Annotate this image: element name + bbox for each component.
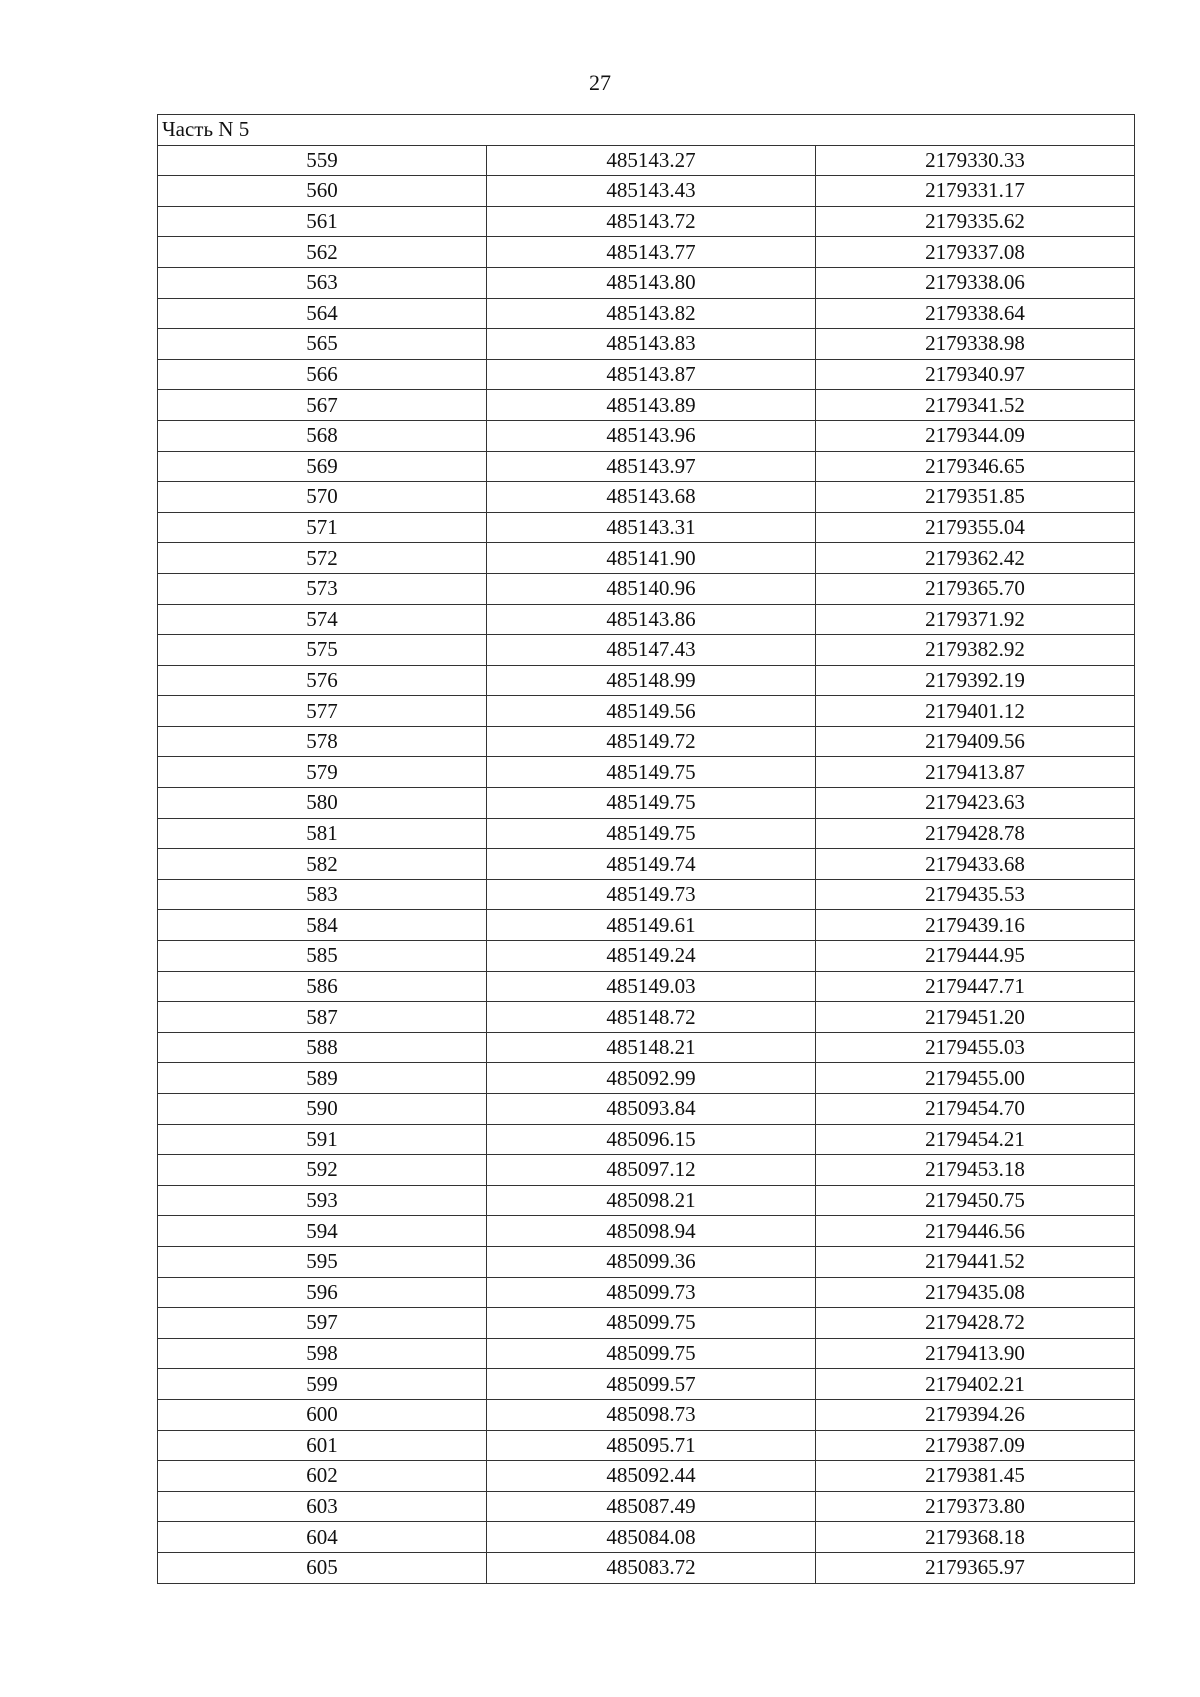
x-coordinate-cell: 485149.74 <box>487 849 816 880</box>
table-row <box>158 298 1135 329</box>
point-number-cell: 571 <box>158 512 487 543</box>
y-coordinate-cell: 2179351.85 <box>816 482 1135 513</box>
x-coordinate-cell: 485096.15 <box>487 1124 816 1155</box>
x-coordinate-cell: 485099.75 <box>487 1308 816 1339</box>
x-coordinate-cell: 485099.75 <box>487 1338 816 1369</box>
table-row <box>158 1338 1135 1369</box>
x-coordinate-cell: 485095.71 <box>487 1430 816 1461</box>
y-coordinate-cell: 2179338.06 <box>816 267 1135 298</box>
y-coordinate-cell: 2179423.63 <box>816 788 1135 819</box>
x-coordinate-cell: 485143.43 <box>487 176 816 207</box>
x-coordinate-cell: 485093.84 <box>487 1094 816 1125</box>
y-coordinate-cell: 2179331.17 <box>816 176 1135 207</box>
x-coordinate-cell: 485099.57 <box>487 1369 816 1400</box>
coordinates-table <box>157 114 1135 1584</box>
table-row <box>158 665 1135 696</box>
table-row <box>158 1491 1135 1522</box>
x-coordinate-cell: 485143.77 <box>487 237 816 268</box>
y-coordinate-cell: 2179450.75 <box>816 1185 1135 1216</box>
y-coordinate-cell: 2179340.97 <box>816 359 1135 390</box>
y-coordinate-cell: 2179446.56 <box>816 1216 1135 1247</box>
table-row <box>158 879 1135 910</box>
table-row <box>158 482 1135 513</box>
x-coordinate-cell: 485084.08 <box>487 1522 816 1553</box>
y-coordinate-cell: 2179447.71 <box>816 971 1135 1002</box>
x-coordinate-cell: 485149.72 <box>487 726 816 757</box>
point-number-cell: 600 <box>158 1399 487 1430</box>
point-number-cell: 579 <box>158 757 487 788</box>
point-number-cell: 581 <box>158 818 487 849</box>
x-coordinate-cell: 485143.72 <box>487 206 816 237</box>
x-coordinate-cell: 485143.27 <box>487 145 816 176</box>
x-coordinate-cell: 485097.12 <box>487 1155 816 1186</box>
x-coordinate-cell: 485143.86 <box>487 604 816 635</box>
y-coordinate-cell: 2179382.92 <box>816 635 1135 666</box>
table-row <box>158 1277 1135 1308</box>
point-number-cell: 605 <box>158 1552 487 1583</box>
table-row <box>158 1063 1135 1094</box>
point-number-cell: 572 <box>158 543 487 574</box>
page-number: 27 <box>589 70 611 95</box>
y-coordinate-cell: 2179365.70 <box>816 573 1135 604</box>
table-row <box>158 176 1135 207</box>
table-row <box>158 237 1135 268</box>
x-coordinate-cell: 485143.89 <box>487 390 816 421</box>
x-coordinate-cell: 485149.61 <box>487 910 816 941</box>
table-row <box>158 390 1135 421</box>
y-coordinate-cell: 2179441.52 <box>816 1246 1135 1277</box>
x-coordinate-cell: 485098.21 <box>487 1185 816 1216</box>
table-row <box>158 726 1135 757</box>
y-coordinate-cell: 2179387.09 <box>816 1430 1135 1461</box>
point-number-cell: 574 <box>158 604 487 635</box>
x-coordinate-cell: 485143.96 <box>487 420 816 451</box>
x-coordinate-cell: 485143.83 <box>487 329 816 360</box>
y-coordinate-cell: 2179392.19 <box>816 665 1135 696</box>
table-row <box>158 145 1135 176</box>
table-row <box>158 329 1135 360</box>
x-coordinate-cell: 485083.72 <box>487 1552 816 1583</box>
point-number-cell: 603 <box>158 1491 487 1522</box>
x-coordinate-cell: 485141.90 <box>487 543 816 574</box>
table-row <box>158 573 1135 604</box>
point-number-cell: 565 <box>158 329 487 360</box>
x-coordinate-cell: 485143.87 <box>487 359 816 390</box>
x-coordinate-cell: 485099.73 <box>487 1277 816 1308</box>
table-row <box>158 1461 1135 1492</box>
y-coordinate-cell: 2179453.18 <box>816 1155 1135 1186</box>
y-coordinate-cell: 2179455.03 <box>816 1032 1135 1063</box>
x-coordinate-cell: 485143.68 <box>487 482 816 513</box>
x-coordinate-cell: 485149.75 <box>487 788 816 819</box>
point-number-cell: 576 <box>158 665 487 696</box>
y-coordinate-cell: 2179335.62 <box>816 206 1135 237</box>
point-number-cell: 575 <box>158 635 487 666</box>
point-number-cell: 577 <box>158 696 487 727</box>
table-row <box>158 1155 1135 1186</box>
point-number-cell: 582 <box>158 849 487 880</box>
y-coordinate-cell: 2179409.56 <box>816 726 1135 757</box>
table-row <box>158 604 1135 635</box>
table-row <box>158 910 1135 941</box>
table-row <box>158 206 1135 237</box>
y-coordinate-cell: 2179444.95 <box>816 941 1135 972</box>
table-row <box>158 971 1135 1002</box>
section-title: Часть N 5 <box>158 115 1135 146</box>
table-row <box>158 451 1135 482</box>
table-body <box>158 115 1135 1584</box>
x-coordinate-cell: 485143.80 <box>487 267 816 298</box>
point-number-cell: 566 <box>158 359 487 390</box>
table-row <box>158 1308 1135 1339</box>
point-number-cell: 578 <box>158 726 487 757</box>
y-coordinate-cell: 2179362.42 <box>816 543 1135 574</box>
y-coordinate-cell: 2179346.65 <box>816 451 1135 482</box>
point-number-cell: 599 <box>158 1369 487 1400</box>
y-coordinate-cell: 2179355.04 <box>816 512 1135 543</box>
x-coordinate-cell: 485098.94 <box>487 1216 816 1247</box>
y-coordinate-cell: 2179402.21 <box>816 1369 1135 1400</box>
section-title-row <box>158 115 1135 146</box>
table-row <box>158 818 1135 849</box>
table-row <box>158 1185 1135 1216</box>
x-coordinate-cell: 485143.31 <box>487 512 816 543</box>
table-row <box>158 543 1135 574</box>
table-row <box>158 1369 1135 1400</box>
table-row <box>158 1430 1135 1461</box>
point-number-cell: 564 <box>158 298 487 329</box>
x-coordinate-cell: 485087.49 <box>487 1491 816 1522</box>
x-coordinate-cell: 485149.75 <box>487 818 816 849</box>
table-row <box>158 1399 1135 1430</box>
point-number-cell: 602 <box>158 1461 487 1492</box>
table-row <box>158 788 1135 819</box>
table-row <box>158 849 1135 880</box>
y-coordinate-cell: 2179435.08 <box>816 1277 1135 1308</box>
point-number-cell: 561 <box>158 206 487 237</box>
y-coordinate-cell: 2179455.00 <box>816 1063 1135 1094</box>
x-coordinate-cell: 485143.82 <box>487 298 816 329</box>
x-coordinate-cell: 485149.03 <box>487 971 816 1002</box>
point-number-cell: 559 <box>158 145 487 176</box>
table-row <box>158 635 1135 666</box>
point-number-cell: 563 <box>158 267 487 298</box>
table-row <box>158 1522 1135 1553</box>
y-coordinate-cell: 2179454.21 <box>816 1124 1135 1155</box>
y-coordinate-cell: 2179435.53 <box>816 879 1135 910</box>
x-coordinate-cell: 485149.75 <box>487 757 816 788</box>
y-coordinate-cell: 2179451.20 <box>816 1002 1135 1033</box>
x-coordinate-cell: 485140.96 <box>487 573 816 604</box>
point-number-cell: 562 <box>158 237 487 268</box>
y-coordinate-cell: 2179368.18 <box>816 1522 1135 1553</box>
point-number-cell: 597 <box>158 1308 487 1339</box>
y-coordinate-cell: 2179394.26 <box>816 1399 1135 1430</box>
point-number-cell: 567 <box>158 390 487 421</box>
table-row <box>158 512 1135 543</box>
point-number-cell: 590 <box>158 1094 487 1125</box>
y-coordinate-cell: 2179338.64 <box>816 298 1135 329</box>
y-coordinate-cell: 2179341.52 <box>816 390 1135 421</box>
table-row <box>158 1002 1135 1033</box>
y-coordinate-cell: 2179338.98 <box>816 329 1135 360</box>
point-number-cell: 589 <box>158 1063 487 1094</box>
y-coordinate-cell: 2179413.90 <box>816 1338 1135 1369</box>
x-coordinate-cell: 485149.73 <box>487 879 816 910</box>
point-number-cell: 591 <box>158 1124 487 1155</box>
point-number-cell: 569 <box>158 451 487 482</box>
y-coordinate-cell: 2179439.16 <box>816 910 1135 941</box>
point-number-cell: 604 <box>158 1522 487 1553</box>
point-number-cell: 601 <box>158 1430 487 1461</box>
y-coordinate-cell: 2179428.72 <box>816 1308 1135 1339</box>
y-coordinate-cell: 2179373.80 <box>816 1491 1135 1522</box>
point-number-cell: 584 <box>158 910 487 941</box>
table-row <box>158 1216 1135 1247</box>
table-row <box>158 359 1135 390</box>
point-number-cell: 560 <box>158 176 487 207</box>
point-number-cell: 598 <box>158 1338 487 1369</box>
x-coordinate-cell: 485092.99 <box>487 1063 816 1094</box>
table-row <box>158 1124 1135 1155</box>
table-row <box>158 1032 1135 1063</box>
point-number-cell: 568 <box>158 420 487 451</box>
x-coordinate-cell: 485098.73 <box>487 1399 816 1430</box>
x-coordinate-cell: 485092.44 <box>487 1461 816 1492</box>
y-coordinate-cell: 2179371.92 <box>816 604 1135 635</box>
point-number-cell: 586 <box>158 971 487 1002</box>
table-row <box>158 941 1135 972</box>
y-coordinate-cell: 2179433.68 <box>816 849 1135 880</box>
point-number-cell: 583 <box>158 879 487 910</box>
point-number-cell: 585 <box>158 941 487 972</box>
point-number-cell: 594 <box>158 1216 487 1247</box>
table-row <box>158 696 1135 727</box>
x-coordinate-cell: 485149.56 <box>487 696 816 727</box>
table-row <box>158 1094 1135 1125</box>
x-coordinate-cell: 485143.97 <box>487 451 816 482</box>
y-coordinate-cell: 2179337.08 <box>816 237 1135 268</box>
table-row <box>158 420 1135 451</box>
y-coordinate-cell: 2179401.12 <box>816 696 1135 727</box>
y-coordinate-cell: 2179381.45 <box>816 1461 1135 1492</box>
table-row <box>158 267 1135 298</box>
point-number-cell: 595 <box>158 1246 487 1277</box>
y-coordinate-cell: 2179413.87 <box>816 757 1135 788</box>
point-number-cell: 593 <box>158 1185 487 1216</box>
point-number-cell: 570 <box>158 482 487 513</box>
y-coordinate-cell: 2179365.97 <box>816 1552 1135 1583</box>
point-number-cell: 573 <box>158 573 487 604</box>
point-number-cell: 587 <box>158 1002 487 1033</box>
y-coordinate-cell: 2179330.33 <box>816 145 1135 176</box>
table-row <box>158 1246 1135 1277</box>
point-number-cell: 592 <box>158 1155 487 1186</box>
x-coordinate-cell: 485099.36 <box>487 1246 816 1277</box>
table-row <box>158 1552 1135 1583</box>
point-number-cell: 580 <box>158 788 487 819</box>
x-coordinate-cell: 485147.43 <box>487 635 816 666</box>
x-coordinate-cell: 485148.21 <box>487 1032 816 1063</box>
x-coordinate-cell: 485148.99 <box>487 665 816 696</box>
x-coordinate-cell: 485149.24 <box>487 941 816 972</box>
y-coordinate-cell: 2179454.70 <box>816 1094 1135 1125</box>
y-coordinate-cell: 2179428.78 <box>816 818 1135 849</box>
x-coordinate-cell: 485148.72 <box>487 1002 816 1033</box>
point-number-cell: 588 <box>158 1032 487 1063</box>
y-coordinate-cell: 2179344.09 <box>816 420 1135 451</box>
table-row <box>158 757 1135 788</box>
point-number-cell: 596 <box>158 1277 487 1308</box>
